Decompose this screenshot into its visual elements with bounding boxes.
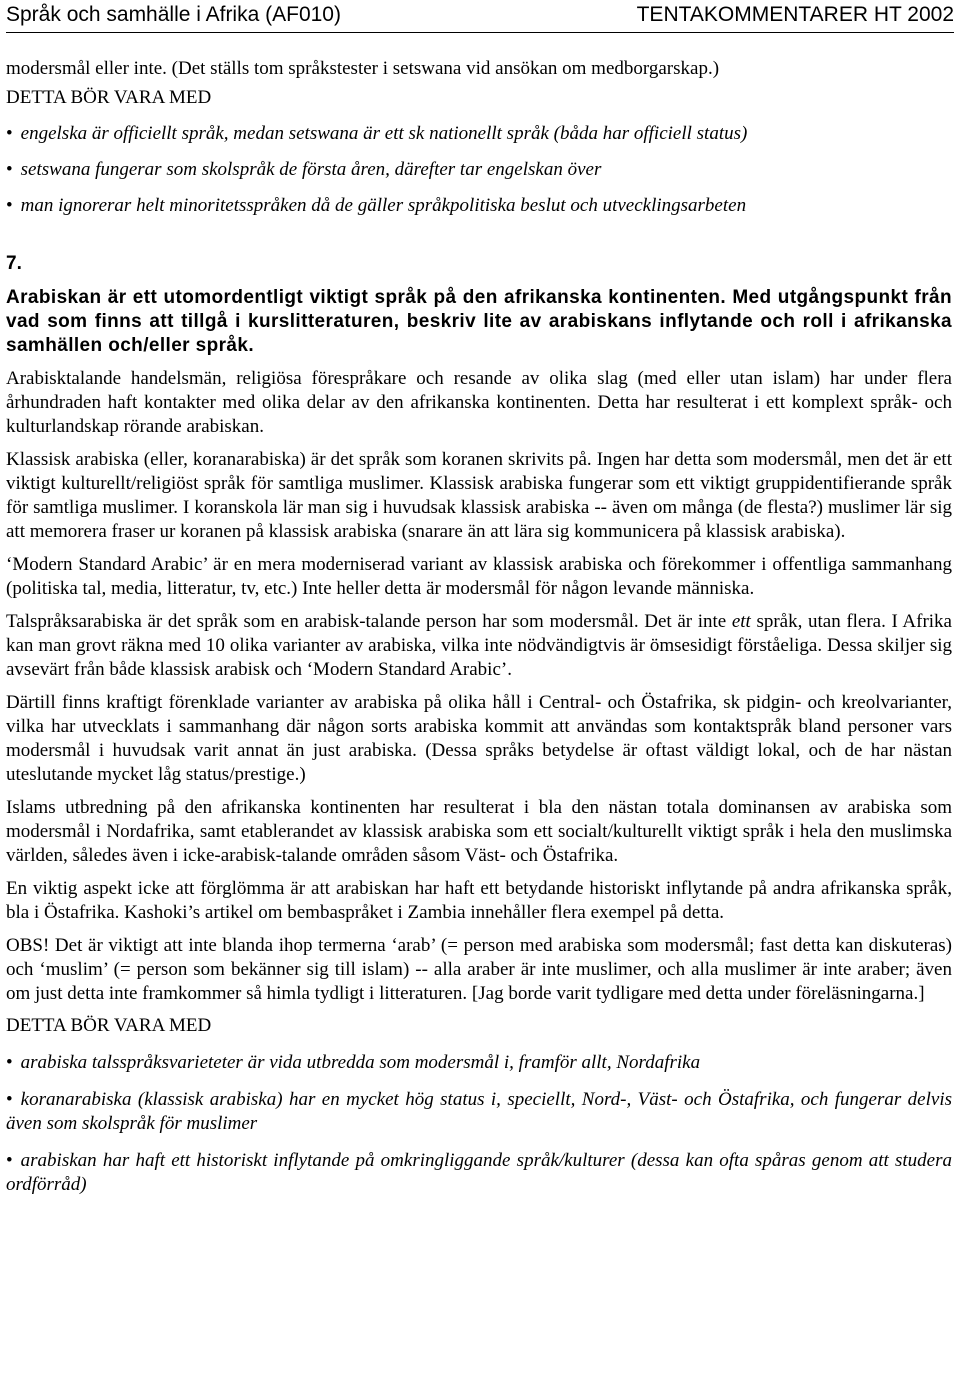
emphasis: ett <box>731 611 751 632</box>
section-heading: DETTA BÖR VARA MED <box>6 87 212 108</box>
bullet-item: • arabiskan har haft ett historiskt inflytande på omkringliggande språk/kulturer (dessa kan ofta spåras genom att studera ordförråd) <box>6 1150 952 1195</box>
bullet-item: • engelska är officiellt språk, medan setswana är ett sk nationellt språk (båda har officiell status) <box>6 123 748 144</box>
bullet-item: • arabiska talsspråksvarieteter är vida utbredda som modersmål i, framför allt, Nordafrika <box>6 1052 701 1073</box>
paragraph: Därtill finns kraftigt förenklade varianter av arabiska på olika håll i Central- och Östafrika, sk pidgin- och kreolvarianter, vilka har utvecklats i sammanhang där någon sorts arabiska kommit att användas som kontaktspråk bland personer vars modersmål i huvudsak varit annat än just arabiska. (Dessa språks betydelse är oftast väldigt lokal, och de har nästan uteslutande mycket låg status/prestige.) <box>6 692 952 785</box>
bullet-item: • man ignorerar helt minoritetsspråken då de gäller språkpolitiska beslut och utvecklingsarbeten <box>6 195 747 216</box>
bullet-icon: • <box>6 1150 13 1171</box>
bullet-item: • koranarabiska (klassisk arabiska) har en mycket hög status i, speciellt, Nord-, Väst- och Östafrika, och fungerar delvis även som skolspråk för muslimer <box>6 1089 952 1134</box>
bullet-icon: • <box>6 1052 13 1073</box>
bullet-icon: • <box>6 195 13 216</box>
question-number: 7. <box>6 253 22 274</box>
paragraph: Islams utbredning på den afrikanska kontinenten har resulterat i bla den nästan totala dominansen av arabiska som modersmål i Nordafrika, samt etablerandet av klassisk arabiska som ett socialt/kulturellt viktigt språk i hela den muslimska världen, således även i icke-arabisk-talande områden såsom Väst- och Östafrika. <box>6 797 952 866</box>
document-title: TENTAKOMMENTARER HT 2002 <box>636 3 954 26</box>
paragraph: Arabisktalande handelsmän, religiösa förespråkare och resande av olika slag (med eller utan islam) har under flera århundraden haft kontakter med olika delar av den afrikanska kontinenten. Detta har resulterat i ett komplext språk- och kulturlandskap rörande arabiskan. <box>6 368 952 437</box>
course-title: Språk och samhälle i Afrika (AF010) <box>6 3 341 26</box>
paragraph: ‘Modern Standard Arabic’ är en mera moderniserad variant av klassisk arabiska och förekommer i offentliga sammanhang (politiska tal, media, litteratur, tv, etc.) Inte heller detta är modersmål för någon levande människa. <box>6 554 952 599</box>
intro-line: modersmål eller inte. (Det ställs tom språkstester i setswana vid ansökan om medborgarskap.) <box>6 58 720 79</box>
paragraph: Talspråksarabiska är det språk som en arabisk-talande person har som modersmål. Det är inte ett språk, utan flera. I Afrika kan man grovt räkna med 10 olika varianter av arabiska, vilka inte nödvändigtvis är ömsesidigt förståeliga. Dessa skiljer sig avsevärt från både klassisk arabisk och ‘Modern Standard Arabic’. <box>6 611 952 680</box>
paragraph: En viktig aspekt icke att förglömma är att arabiskan har haft ett betydande historiskt inflytande på andra afrikanska språk, bla i Östafrika. Kashoki’s artikel om bembaspråket i Zambia innehåller flera exempel på detta. <box>6 878 952 923</box>
bullet-icon: • <box>6 123 13 144</box>
bullet-item: • setswana fungerar som skolspråk de första åren, därefter tar engelskan över <box>6 159 602 180</box>
page-header <box>6 0 954 33</box>
paragraph: OBS! Det är viktigt att inte blanda ihop termerna ‘arab’ (= person med arabiska som modersmål; fast detta kan diskuteras) och ‘muslim’ (= person som bekänner sig till islam) -- alla araber är inte muslimer, och alla muslimer är inte araber; även om just detta inte framkommer så himla tydligt i litteraturen. [Jag borde varit tydligare med detta under föreläsningarna.] <box>6 935 952 1004</box>
bullet-icon: • <box>6 1089 13 1110</box>
bullet-icon: • <box>6 159 13 180</box>
section-heading: DETTA BÖR VARA MED <box>6 1015 212 1036</box>
question-text: Arabiskan är ett utomordentligt viktigt språk på den afrikanska kontinenten. Med utgångspunkt från vad som finns att tillgå i kurslitteraturen, beskriv lite av arabiskans inflytande och roll i afrikanska samhällen och/eller språk. <box>6 287 952 356</box>
paragraph: Klassisk arabiska (eller, koranarabiska) är det språk som koranen skrivits på. Ingen har detta som modersmål, men det är ett viktigt kulturellt/religiöst språk för samtliga muslimer. Klassisk arabiska fungerar som ett viktigt gruppidentifierande språk för samtliga muslimer. I koranskola lär man sig i huvudsak klassisk arabiska -- även om många (de flesta?) muslimer lär sig att memorera fraser ur koranen på klassisk arabiska (snarare än att lära sig kommunicera på klassisk arabiska). <box>6 449 952 542</box>
document-body <box>6 57 952 1197</box>
